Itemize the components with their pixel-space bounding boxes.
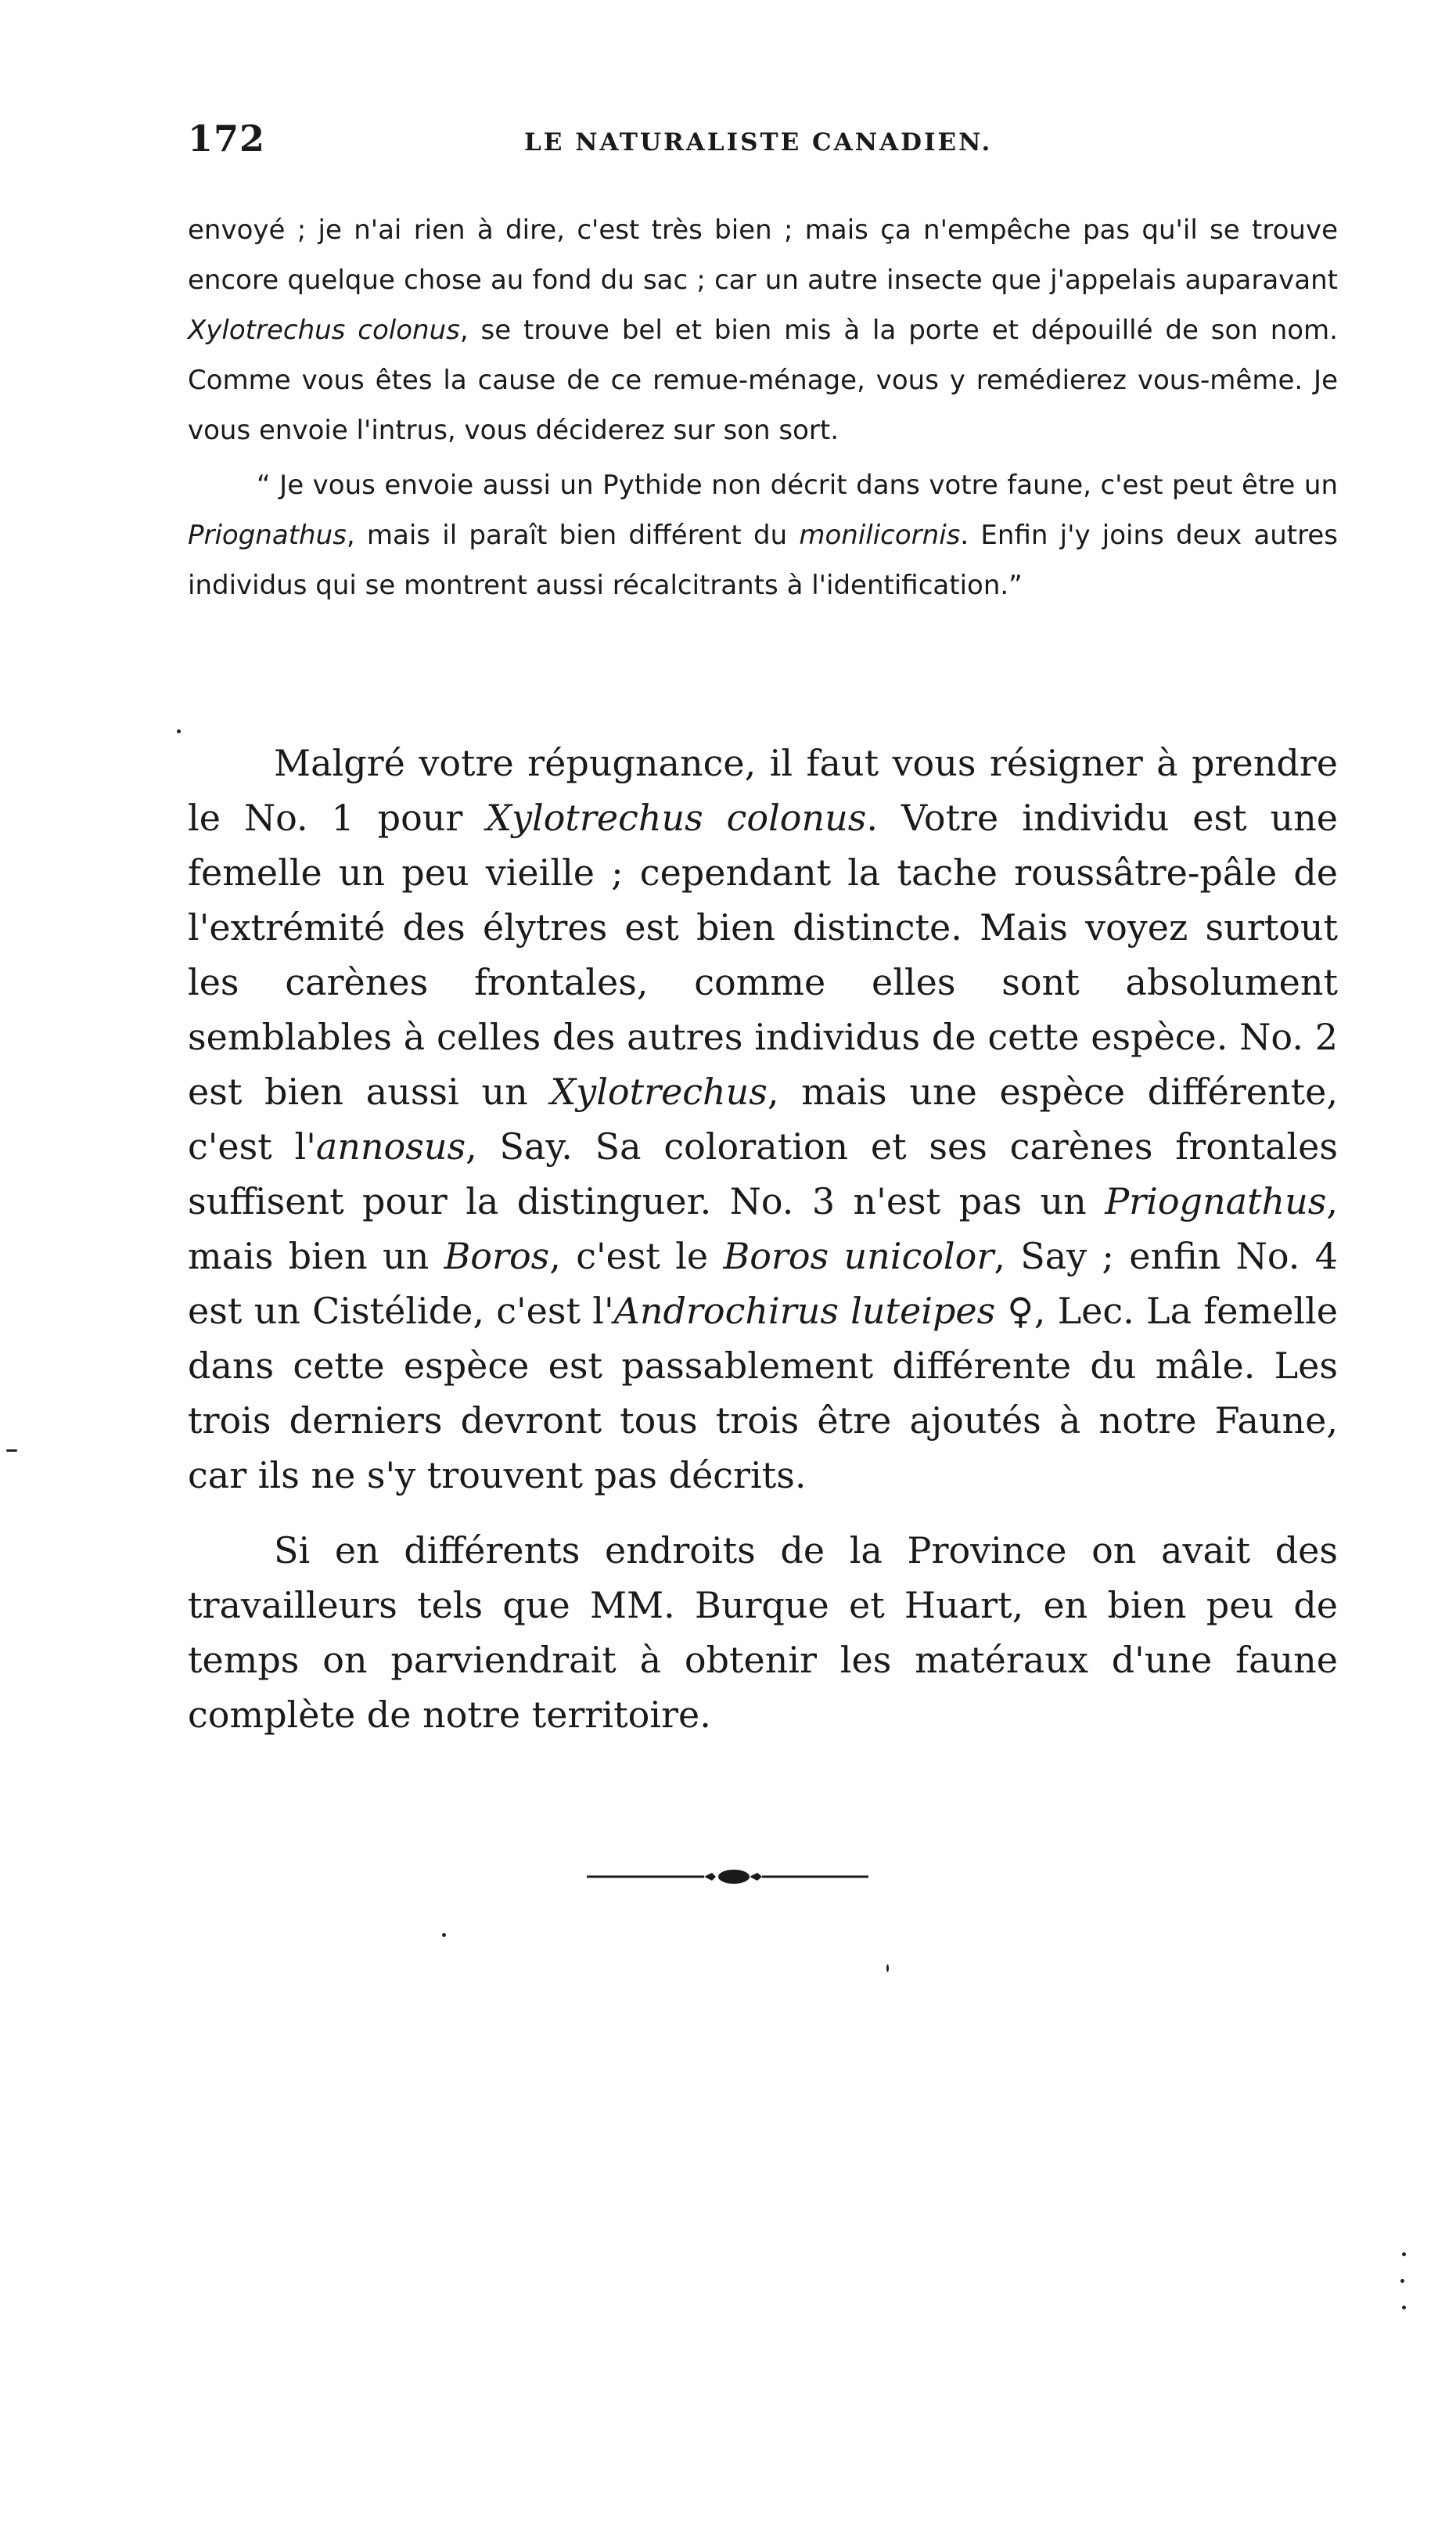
- text-run: , se trouve bel et bien mis à la porte et dépouillé de son nom. Comme vous êtes la cause de ce remue-ménage, vous y remédierez vous-même. Je vous envoie l'intrus, vous déciderez sur son sort.: [188, 315, 1338, 446]
- species-name: Androchirus luteipes: [613, 1290, 996, 1332]
- text-run: , mais bien un: [188, 1180, 1338, 1277]
- text-run: Si en différents endroits de la Province on avait des travailleurs tels que MM. Burque et Huart, en bien peu de temps on parviendrait à obtenir les matéraux d'une faune complète de notre territoire.: [188, 1529, 1338, 1736]
- text-run: . Enfin j'y joins deux autres individus qui se montrent aussi récalcitrants à l'identification.”: [188, 520, 1338, 601]
- text-run: , Say ; enfin No. 4 est un Cistélide, c'est l': [188, 1235, 1338, 1332]
- text-run: . Votre individu est une femelle un peu vieille ; cependant la tache roussâtre-pâle de l'extrémité des élytres est bien distincte. Mais voyez surtout les carènes frontales, comme elles sont absolument semblables à celles des autres individus de cette espèce. No. 2 est bien aussi un: [188, 797, 1338, 1113]
- page-number: 172: [188, 117, 266, 160]
- print-speck: [886, 1964, 889, 1972]
- print-speck: [1402, 2306, 1406, 2309]
- print-speck: [1402, 2252, 1406, 2256]
- genus-name: Boros: [444, 1235, 550, 1277]
- text-run: , mais une espèce différente, c'est l': [188, 1071, 1338, 1168]
- species-name: monilicornis: [799, 520, 961, 551]
- text-run: envoyé ; je n'ai rien à dire, c'est très bien ; mais ça n'empêche pas qu'il se trouve encore quelque chose au fond du sac ; car un autre insecte que j'appelais auparavant: [188, 214, 1338, 296]
- print-speck: [442, 1933, 446, 1937]
- letter-paragraph-1: [188, 205, 1338, 455]
- text-run: , Say. Sa coloration et ses carènes frontales suffisent pour la distinguer. No. 3 n'est pas un: [188, 1125, 1339, 1222]
- body-paragraph-2: [188, 1523, 1338, 1742]
- text-run: “ Je vous envoie aussi un Pythide non décrit dans votre faune, c'est peut être un: [257, 470, 1338, 501]
- text-run: , mais il paraît bien différent du: [346, 520, 800, 551]
- text-run: , c'est le: [549, 1235, 724, 1277]
- main-text: [188, 736, 1338, 1742]
- running-head: LE NATURALISTE CANADIEN.: [524, 128, 993, 157]
- genus-name: Xylotrechus: [550, 1071, 768, 1113]
- body-paragraph-1: [188, 736, 1338, 1503]
- genus-name: Priognathus: [1105, 1180, 1327, 1222]
- text-run: ♀, Lec. La femelle dans cette espèce est passablement différente du mâle. Les trois derniers devront tous trois être ajoutés à notre Faune, car ils ne s'y trouvent pas décrits.: [188, 1290, 1338, 1496]
- species-name: Boros unicolor: [723, 1235, 994, 1277]
- page-header: [188, 117, 1338, 172]
- print-speck: [6, 1449, 17, 1452]
- print-speck: [177, 729, 181, 733]
- species-name: Xylotrechus colonus: [486, 797, 867, 839]
- text-run: Malgré votre répugnance, il faut vous résigner à prendre le No. 1 pour: [188, 742, 1338, 839]
- species-name: annosus: [315, 1125, 466, 1168]
- species-name: Xylotrechus colonus: [188, 315, 460, 346]
- rule-ornament-icon: [587, 1865, 868, 1888]
- letter-paragraph-2: [188, 460, 1338, 610]
- print-speck: [1400, 2279, 1404, 2283]
- genus-name: Priognathus: [188, 520, 347, 551]
- quoted-letter: [188, 205, 1338, 610]
